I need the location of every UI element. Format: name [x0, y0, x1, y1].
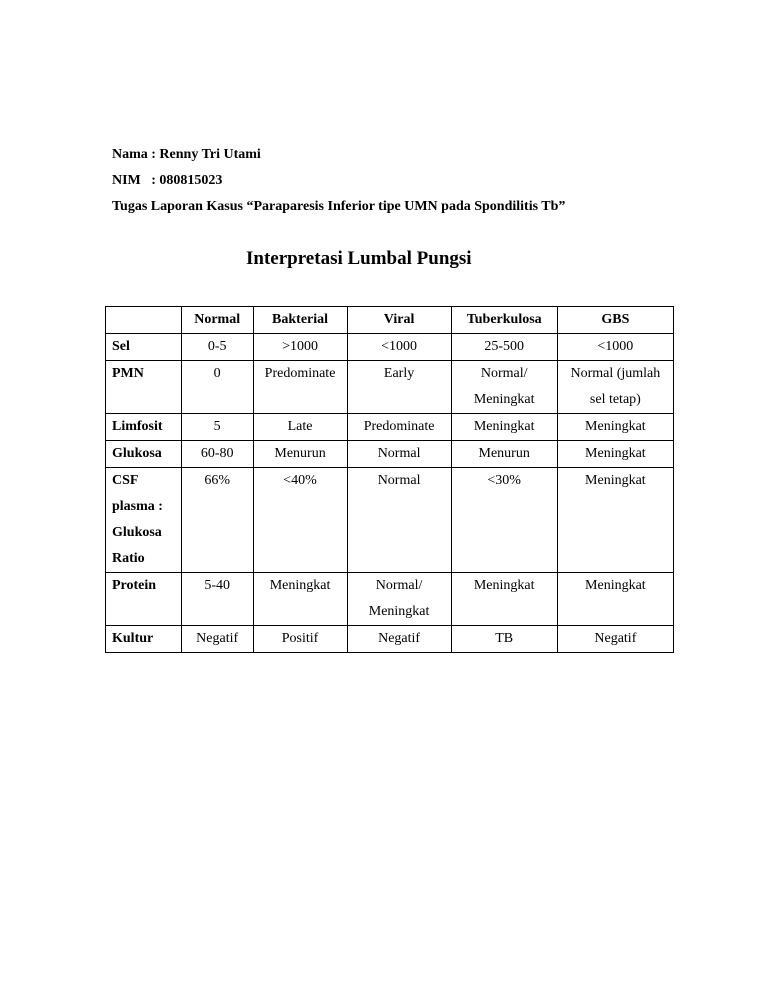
column-header-gbs: GBS	[557, 307, 673, 334]
table-cell: 5-40	[181, 573, 253, 626]
column-header-normal: Normal	[181, 307, 253, 334]
table-cell: Meningkat	[557, 573, 673, 626]
table-cell: 60-80	[181, 441, 253, 468]
table-cell: Negatif	[557, 626, 673, 653]
column-header-blank	[106, 307, 182, 334]
table-cell: Meningkat	[557, 441, 673, 468]
table-cell: 66%	[181, 468, 253, 573]
table-cell: Negatif	[347, 626, 451, 653]
table-cell: Predominate	[347, 414, 451, 441]
assignment-title: Tugas Laporan Kasus “Paraparesis Inferior tipe UMN pada Spondilitis Tb”	[112, 199, 566, 214]
table-cell: Normal/ Meningkat	[451, 361, 557, 414]
table-cell: 25-500	[451, 334, 557, 361]
table-cell: Meningkat	[253, 573, 347, 626]
column-header-viral: Viral	[347, 307, 451, 334]
table-cell: Meningkat	[451, 573, 557, 626]
table-cell: 0	[181, 361, 253, 414]
row-label: Kultur	[106, 626, 182, 653]
table-row-kultur	[106, 626, 674, 653]
student-name: Nama : Renny Tri Utami	[112, 147, 261, 162]
table-row-limfosit	[106, 414, 674, 441]
row-label: CSF plasma : Glukosa Ratio	[106, 468, 182, 573]
table-cell: 0-5	[181, 334, 253, 361]
table-cell: Meningkat	[557, 414, 673, 441]
document-header	[112, 142, 565, 220]
table-row-sel	[106, 334, 674, 361]
table-cell: Normal	[347, 441, 451, 468]
table-cell: Normal	[347, 468, 451, 573]
lumbar-puncture-table	[105, 306, 674, 653]
student-nim: NIM : 080815023	[112, 173, 223, 188]
table-cell: >1000	[253, 334, 347, 361]
table-cell: 5	[181, 414, 253, 441]
column-header-bakterial: Bakterial	[253, 307, 347, 334]
row-label: Glukosa	[106, 441, 182, 468]
table-cell: Menurun	[451, 441, 557, 468]
table-cell: Normal (jumlah sel tetap)	[557, 361, 673, 414]
table-cell: Late	[253, 414, 347, 441]
row-label: Limfosit	[106, 414, 182, 441]
table-cell: Meningkat	[557, 468, 673, 573]
table-row-protein	[106, 573, 674, 626]
table-cell: <40%	[253, 468, 347, 573]
table-cell: Positif	[253, 626, 347, 653]
table-header-row	[106, 307, 674, 334]
table-row-pmn	[106, 361, 674, 414]
table-cell: <1000	[557, 334, 673, 361]
table-row-csf-ratio	[106, 468, 674, 573]
table-cell: Menurun	[253, 441, 347, 468]
row-label: PMN	[106, 361, 182, 414]
table-cell: Predominate	[253, 361, 347, 414]
table-cell: Normal/ Meningkat	[347, 573, 451, 626]
table-cell: Negatif	[181, 626, 253, 653]
row-label: Sel	[106, 334, 182, 361]
table-cell: TB	[451, 626, 557, 653]
table-row-glukosa	[106, 441, 674, 468]
table-cell: Early	[347, 361, 451, 414]
table-cell: <1000	[347, 334, 451, 361]
column-header-tuberkulosa: Tuberkulosa	[451, 307, 557, 334]
row-label: Protein	[106, 573, 182, 626]
table-cell: <30%	[451, 468, 557, 573]
table-title: Interpretasi Lumbal Pungsi	[246, 248, 472, 269]
table-cell: Meningkat	[451, 414, 557, 441]
